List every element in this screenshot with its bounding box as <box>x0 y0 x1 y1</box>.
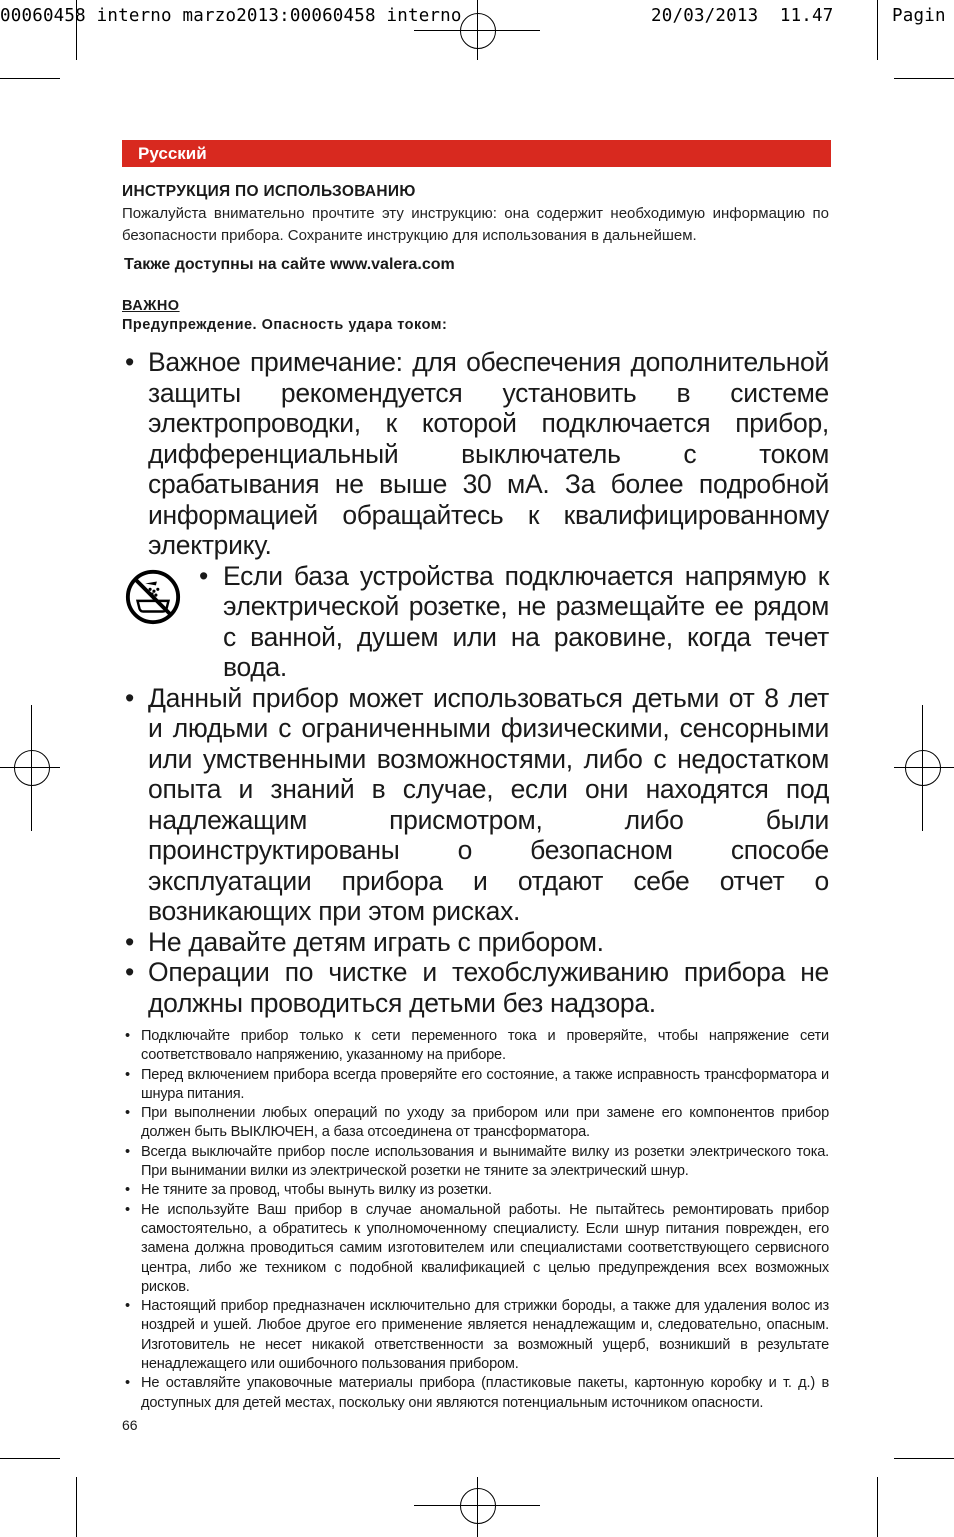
crop-mark <box>894 78 954 79</box>
list-item <box>122 1143 829 1182</box>
page-number: 66 <box>122 1417 138 1433</box>
list-item-text: Не оставляйте упаковочные материалы прибора (пластиковые пакеты, картонную коробку и т. д.) в доступных для детей местах, поскольку они являются потенциальным источником опасности. <box>141 1375 829 1411</box>
bullet: • <box>125 1105 130 1122</box>
crop-mark <box>0 1458 60 1459</box>
bullet: • <box>125 347 134 377</box>
instructions-content <box>122 183 829 1413</box>
list-item <box>122 347 829 561</box>
no-water-near-bath-icon <box>124 568 182 626</box>
language-label: Русский <box>138 144 207 163</box>
list-item <box>122 1374 829 1413</box>
language-bar <box>122 140 831 167</box>
list-item <box>122 957 829 1018</box>
bullet: • <box>125 1066 130 1083</box>
slug-datetime: 20/03/2013 11.47 <box>651 6 834 26</box>
list-item <box>122 1104 829 1143</box>
bullet: • <box>125 1298 130 1315</box>
electric-shock-warning-label: Предупреждение. Опасность удара током: <box>122 317 448 333</box>
list-item-text: Данный прибор может использоваться детьми от 8 лет и людьми с ограниченными физическими, сенсорными или умственными возможностями, либо с недостатком опыта и знаний в случае, если они находятся под надлежащим присмотром, либо были проинструктированы о безопасном способе эксплуатации прибора и отдают себе отчет о возникающих при этом рисках. <box>148 682 829 926</box>
list-item <box>122 1181 829 1200</box>
list-item <box>122 927 829 958</box>
bullet: • <box>125 1182 130 1199</box>
important-warnings-list <box>122 347 829 1018</box>
important-label: ВАЖНО <box>122 298 180 314</box>
list-item <box>122 1201 829 1297</box>
list-item-text: Не используйте Ваш прибор в случае аномальной работы. Не пытайтесь ремонтировать прибор самостоятельно, а обратитесь к уполномоченному специалисту. Если шнур питания поврежден, его замена должна проводиться самим изготовителем или специалистами соответствующего сервисного центра, либо же техником с подобной квалификацией с целью предупреждения всех возможных рисков. <box>141 1201 829 1295</box>
crop-mark <box>877 1477 878 1537</box>
list-item <box>122 1027 829 1066</box>
list-item-text: Не давайте детям играть с прибором. <box>148 926 604 957</box>
intro-paragraph: Пожалуйста внимательно прочтите эту инструкцию: она содержит необходимую информацию по безопасности прибора. Сохраните инструкцию для использования в дальнейшем. <box>122 205 829 244</box>
slug-page: Pagin <box>892 6 946 26</box>
list-item-text: Операции по чистке и техобслуживанию прибора не должны проводиться детьми без надзора. <box>148 957 829 1018</box>
list-item <box>122 1066 829 1105</box>
crop-mark <box>76 1477 77 1537</box>
list-item <box>122 1297 829 1374</box>
print-slug <box>0 6 954 30</box>
bullet: • <box>125 1375 130 1392</box>
list-item-text: Перед включением прибора всегда проверяйте его состояние, а также исправность трансформатора и шнура питания. <box>141 1066 829 1102</box>
list-item-text: Настоящий прибор предназначен исключительно для стрижки бороды, а также для удаления волос из ноздрей и ушей. Любое другое его применение является ненадлежащим и, следовательно, опасным. Изготовитель не несет никакой ответственности за возможный ущерб, возникший в результате ненадлежащего или ошибочного пользования прибором. <box>141 1298 829 1373</box>
bullet: • <box>125 682 134 713</box>
list-item <box>122 683 829 927</box>
bullet: • <box>199 560 208 591</box>
list-item-text: Важное примечание: для обеспечения дополнительной защиты рекомендуется установить в системе электропроводки, к которой подключается прибор, дифференциальный выключатель с током срабатывания не выше 30 мА. За более подробной информацией обращайтесь к квалифицированному электрику. <box>148 347 829 560</box>
bullet: • <box>125 926 134 957</box>
list-item-text: При выполнении любых операций по уходу за прибором или при замене его компонентов прибор должен быть ВЫКЛЮЧЕН, а база отсоединена от трансформатора. <box>141 1105 829 1141</box>
bullet: • <box>125 957 134 987</box>
online-availability-note: Также доступны на сайте www.valera.com <box>124 256 455 273</box>
list-item-text: Подключайте прибор только к сети переменного тока и проверяйте, чтобы напряжение сети соответствовало напряжению, указанному на приборе. <box>141 1028 829 1064</box>
list-item <box>122 561 829 683</box>
list-item-text: Не тяните за провод, чтобы вынуть вилку из розетки. <box>141 1182 492 1199</box>
list-item-text: Если база устройства подключается напрямую к электрической розетке, не размещайте ее рядом с ванной, душем или на раковине, когда течет вода. <box>223 560 829 682</box>
bullet: • <box>125 1201 130 1218</box>
safety-instructions-list <box>122 1027 829 1413</box>
slug-file: 00060458 interno marzo2013:00060458 interno <box>0 6 462 26</box>
bullet: • <box>125 1143 130 1160</box>
bullet: • <box>125 1028 130 1044</box>
instructions-heading: ИНСТРУКЦИЯ ПО ИСПОЛЬЗОВАНИЮ <box>122 183 416 200</box>
crop-mark <box>894 1458 954 1459</box>
list-item-text: Всегда выключайте прибор после использования и вынимайте вилку из розетки электрического тока. При вынимании вилки из электрической розетки не тяните за электрический шнур. <box>141 1143 829 1180</box>
